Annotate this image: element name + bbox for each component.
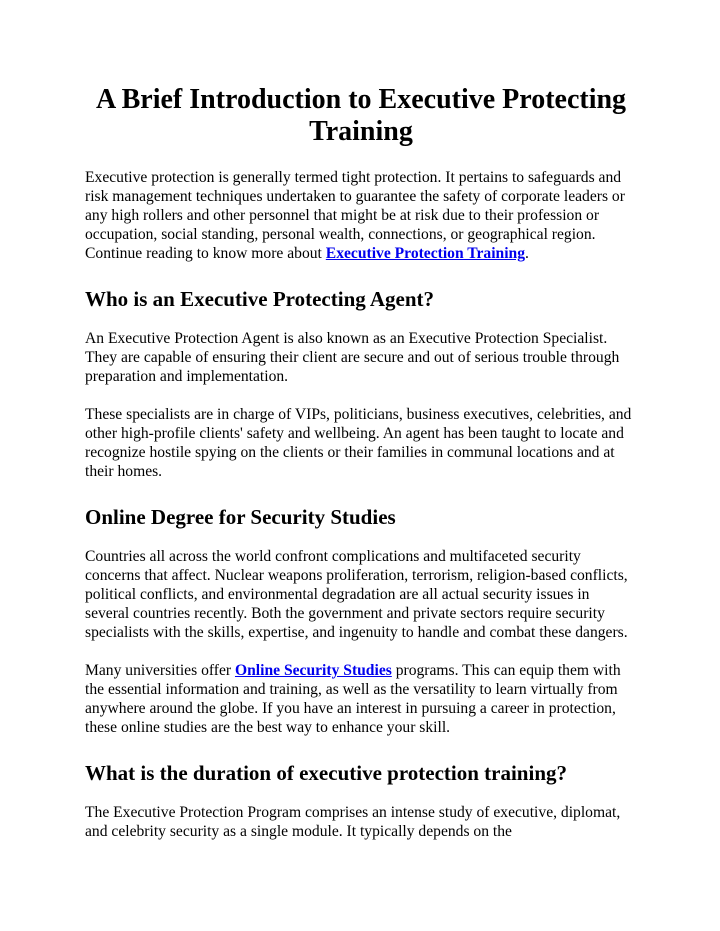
section-heading-agent: Who is an Executive Protecting Agent? [85, 287, 435, 311]
section-online-degree-paragraph-2 [85, 661, 637, 737]
intro-text: Executive protection is generally termed tight protection. It pertains to safeguards and risk management techniques undertaken to guarantee the safety of corporate leaders or any high rollers and other personnel that might be at risk due to their profession or occupation, social standing, personal wealth, connections, or geographical region. Continue reading to know more about [85, 169, 625, 262]
page-title: A Brief Introduction to Executive Protecting Training [95, 84, 627, 147]
intro-paragraph [85, 168, 637, 263]
section-duration-paragraph-1: The Executive Protection Program comprises an intense study of executive, diplomat, and celebrity security as a single module. It typically depends on the [85, 804, 621, 840]
section-agent-paragraph-2: These specialists are in charge of VIPs, politicians, business executives, celebrities, and other high-profile clients' safety and wellbeing. An agent has been taught to locate and recognize hostile spying on the clients or their families in communal locations and at their homes. [85, 406, 632, 480]
intro-text-end: . [525, 245, 529, 262]
para-text-end: programs. This can equip them with the essential information and training, as well as the versatility to learn virtually from anywhere around the globe. If you have an interest in pursuing a career in protection, these online studies are the best way to enhance your skill. [85, 662, 621, 736]
section-online-degree-paragraph-1: Countries all across the world confront complications and multifaceted security concerns that affect. Nuclear weapons proliferation, terrorism, religion-based conflicts, political conflicts, and environmental degradation are all actual security issues in several countries recently. Both the government and private sectors require security specialists with the skills, expertise, and ingenuity to handle and combat these dangers. [85, 548, 628, 641]
section-agent-paragraph-1: An Executive Protection Agent is also known as an Executive Protection Specialist. They are capable of ensuring their client are secure and out of serious trouble through preparation and implementation. [85, 330, 620, 385]
section-heading-online-degree: Online Degree for Security Studies [85, 505, 396, 529]
section-heading-duration: What is the duration of executive protection training? [85, 761, 567, 785]
document-page [85, 84, 637, 860]
executive-protection-training-link[interactable]: Executive Protection Training [325, 245, 526, 262]
online-security-studies-link[interactable]: Online Security Studies [234, 662, 392, 679]
para-text: Many universities offer [85, 662, 235, 679]
